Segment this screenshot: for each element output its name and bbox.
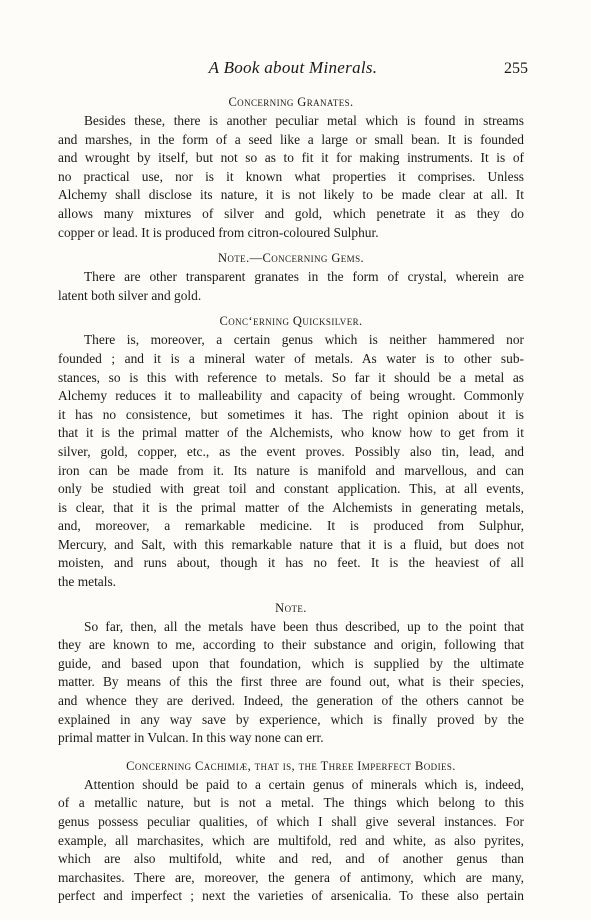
text-line: Besides these, there is another peculiar metal which is found in streams <box>84 113 524 128</box>
text-line: marchasites. There are, moreover, the genera of antimony, which are many, <box>58 869 524 885</box>
text-line: of a metallic nature, but is not a metal. The things which belong to this <box>58 795 524 811</box>
section-heading: Note. <box>275 600 307 615</box>
text-line: and whence they are derived. Indeed, the generation of the others cannot be <box>58 693 524 709</box>
section-heading: Concʻerning Quicksilver. <box>219 314 363 329</box>
text-line: stances, so is this with reference to metals. So far it should be a metal as <box>58 369 524 385</box>
text-line: primal matter in Vulcan. In this way none can err. <box>58 730 324 746</box>
text-line: guide, and based upon that foundation, which is supplied by the ultimate <box>58 655 524 671</box>
text-line: they are known to me, according to their substance and origin, following that <box>58 637 524 653</box>
text-line: and, moreover, a remarkable medicine. It is produced from Sulphur, <box>58 518 524 534</box>
section-heading: Note.—Concerning Gems. <box>217 251 365 266</box>
text-line: example, all marchasites, which are multifold, red and white, as also pyrites, <box>58 832 524 848</box>
text-line: There is, moreover, a certain genus which is neither hammered nor <box>84 332 524 348</box>
text-line: genus possess peculiar qualities, of which I shall give several instances. For <box>58 814 524 829</box>
paragraph <box>58 112 524 242</box>
running-title: A Book about Minerals. <box>208 58 378 77</box>
text-line: and wrought by itself, but not so as to fit it for making instruments. It is of <box>58 150 524 166</box>
section-heading: Concerning Cachimiæ, that is, the Three Imperfect Bodies. <box>126 758 456 773</box>
paragraph <box>58 776 524 906</box>
section-heading: Concerning Granates. <box>228 95 354 109</box>
text-line: iron can be made from it. Its nature is manifold and marvellous, and can <box>58 462 524 478</box>
text-line: the metals. <box>58 574 117 590</box>
page-number: 255 <box>504 60 528 77</box>
text-line: Attention should be paid to a certain genus of minerals which is, indeed, <box>84 776 524 792</box>
paragraph <box>58 331 524 591</box>
text-line: is clear, that it is the primal matter of the Alchemists in generating metals, <box>58 499 524 515</box>
text-line: copper or lead. It is produced from citron-coloured Sulphur. <box>58 224 379 240</box>
text-line: which are also multifold, white and red, and of another genus than <box>58 851 524 867</box>
paragraph <box>58 268 524 305</box>
text-line: only be studied with great toil and constant application. This, at all events, <box>58 481 524 497</box>
body-text <box>58 92 524 912</box>
text-line: perfect and imperfect ; next the varieties of arsenicalia. To these also pertain <box>58 888 524 904</box>
text-line: and marshes, in the form of a seed like a large or small bean. It is founded <box>58 131 524 147</box>
text-line: Alchemy reduces it to malleability and capacity of being wrought. Commonly <box>58 388 524 404</box>
text-line: explained in any way save by experience, which is finally proved by the <box>58 711 524 727</box>
text-line: moisten, and runs about, though it has no feet. It is the heaviest of all <box>58 555 524 571</box>
text-line: Mercury, and Salt, with this remarkable nature that it is a fluid, but does not <box>58 536 524 552</box>
text-line: matter. By means of this the first three are found out, what is their species, <box>58 674 524 690</box>
running-head <box>58 58 528 82</box>
text-line: There are other transparent granates in the form of crystal, wherein are <box>84 269 524 285</box>
text-line: So far, then, all the metals have been thus described, up to the point that <box>84 618 524 634</box>
text-line: Alchemy shall disclose its nature, it is not likely to be made clear at all. It <box>58 187 524 203</box>
text-line: allows many mixtures of silver and gold, which penetrate it as they do <box>58 205 524 221</box>
text-line: that it is the primal matter of the Alchemists, who know how to get from it <box>58 425 524 441</box>
text-line: it has no consistence, but sometimes it has. The right opinion about it is <box>58 406 524 422</box>
text-line: latent both silver and gold. <box>58 287 202 303</box>
text-line: founded ; and it is a mineral water of metals. As water is to other sub- <box>58 350 524 366</box>
text-line: no practical use, nor is it known what properties it comprises. Unless <box>58 168 524 184</box>
paragraph <box>58 618 524 748</box>
text-line: silver, gold, copper, etc., as the event proves. Possibly also tin, lead, and <box>58 443 524 459</box>
